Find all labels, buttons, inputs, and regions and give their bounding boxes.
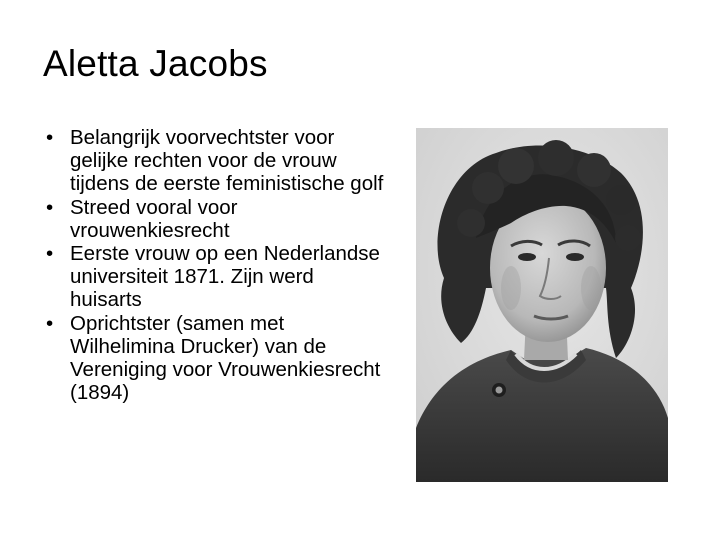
slide-title: Aletta Jacobs [43, 43, 268, 84]
portrait-photo [416, 128, 668, 482]
bullet-list [44, 126, 389, 404]
bullet-item: • Eerste vrouw op een Nederlandse universiteit 1871. Zijn werd huisarts [44, 242, 389, 312]
portrait-photo-icon [416, 128, 668, 482]
bullet-item: • Streed vooral voor vrouwenkiesrecht [44, 196, 389, 242]
bullet-item: • Belangrijk voorvechtster voor gelijke rechten voor de vrouw tijdens de eerste feministische golf [44, 126, 389, 196]
bullet-item: • Oprichtster (samen met Wilhelimina Drucker) van de Vereniging voor Vrouwenkiesrecht (1894) [44, 312, 389, 405]
